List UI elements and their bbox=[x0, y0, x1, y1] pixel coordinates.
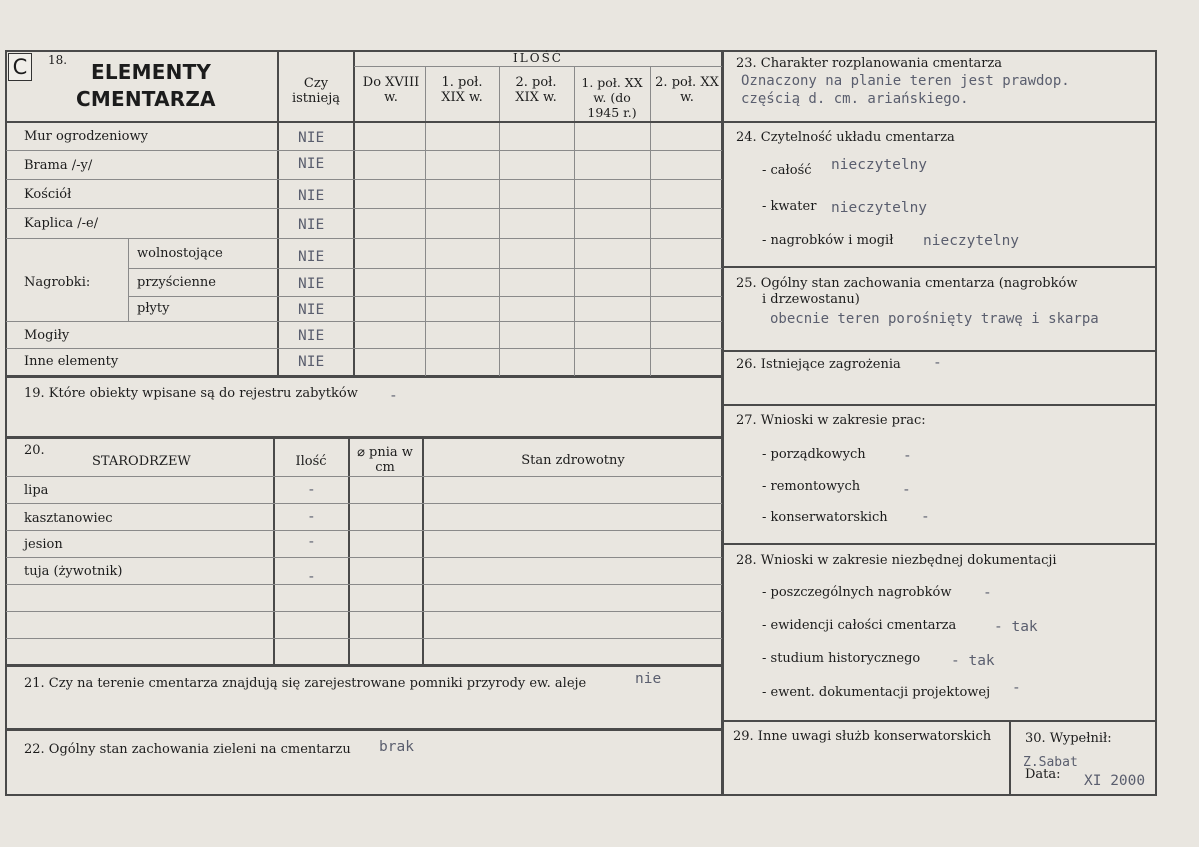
period-header-4: 2. poł. XX w. bbox=[655, 75, 719, 105]
q23-label: 23. Charakter rozplanowania cmentarza bbox=[736, 56, 1003, 71]
element-value-kaplica: NIE bbox=[298, 217, 325, 233]
q30-name: Z.Sabat bbox=[1023, 755, 1078, 770]
element-value-mogily: NIE bbox=[298, 328, 325, 344]
q26-label: 26. Istniejące zagrożenia bbox=[736, 357, 901, 372]
q30-label: 30. Wypełnił: bbox=[1025, 731, 1112, 746]
element-value-inne: NIE bbox=[298, 354, 325, 370]
q27-item-konserwatorskich-label: - konserwatorskich bbox=[762, 510, 888, 525]
element-label-plyty: płyty bbox=[137, 301, 170, 316]
exists-header: Czy istnieją bbox=[291, 76, 341, 106]
tree-count-tuja: - bbox=[307, 569, 316, 585]
q22-label: 22. Ogólny stan zachowania zieleni na cmentarzu bbox=[24, 742, 351, 757]
element-value-kosciol: NIE bbox=[298, 188, 325, 204]
q27-label: 27. Wnioski w zakresie prac: bbox=[736, 413, 926, 428]
q28-item-ewidencji-value: - tak bbox=[994, 619, 1038, 635]
q24-item-calosc-label: - całość bbox=[762, 163, 812, 178]
element-value-wolnostojace: NIE bbox=[298, 249, 325, 265]
q27-item-porzadkowych-value: - bbox=[903, 448, 912, 464]
q24-item-nagrobkow-value: nieczytelny bbox=[923, 233, 1020, 249]
q23-line1: Oznaczony na planie teren jest prawdop. bbox=[741, 73, 1070, 89]
tree-count-jesion: - bbox=[307, 534, 316, 550]
section-number: 18. bbox=[48, 53, 68, 67]
element-label-wolnostojace: wolnostojące bbox=[137, 246, 223, 261]
q24-item-kwater-value: nieczytelny bbox=[831, 200, 928, 216]
section-title-line1: ELEMENTY bbox=[91, 60, 212, 84]
q24-item-nagrobkow-label: - nagrobków i mogił bbox=[762, 233, 894, 248]
section-title-line2: CMENTARZA bbox=[76, 87, 216, 111]
tree-name-tuja: tuja (żywotnik) bbox=[24, 564, 123, 579]
section-letter: C bbox=[8, 53, 32, 81]
q22-box bbox=[5, 729, 723, 796]
element-label-mur: Mur ogrodzeniowy bbox=[24, 129, 148, 144]
q28-item-projektowej-label: - ewent. dokumentacji projektowej bbox=[762, 685, 991, 700]
tree-name-lipa: lipa bbox=[24, 483, 49, 498]
q25-value: obecnie teren porośnięty trawę i skarpa bbox=[770, 311, 1099, 327]
element-value-przyscienne: NIE bbox=[298, 276, 325, 292]
period-header-2: 2. poł. XIX w. bbox=[515, 75, 557, 105]
q20-health-header: Stan zdrowotny bbox=[521, 453, 625, 468]
element-label-kosciol: Kościół bbox=[24, 187, 72, 202]
q19-label: 19. Które obiekty wpisane są do rejestru zabytków bbox=[24, 386, 358, 401]
q26-value: - bbox=[933, 355, 942, 371]
q20-count-header: Ilość bbox=[295, 454, 327, 469]
nagrobki-label: Nagrobki: bbox=[24, 275, 91, 290]
q27-item-konserwatorskich-value: - bbox=[921, 509, 930, 525]
q30-date: XI 2000 bbox=[1084, 773, 1146, 789]
q28-label: 28. Wnioski w zakresie niezbędnej dokumentacji bbox=[736, 553, 1057, 568]
period-header-1: 1. poł. XIX w. bbox=[441, 75, 483, 105]
quantity-header: ILOŚĆ bbox=[513, 51, 563, 65]
q25-label-line1: 25. Ogólny stan zachowania cmentarza (nagrobków bbox=[736, 276, 1078, 291]
element-label-mogily: Mogiły bbox=[24, 328, 70, 343]
element-label-kaplica: Kaplica /-e/ bbox=[24, 216, 99, 231]
q28-item-projektowej-value: - bbox=[1012, 680, 1021, 696]
period-header-3: 1. poł. XX w. (do 1945 r.) bbox=[581, 75, 643, 120]
element-label-inne: Inne elementy bbox=[24, 354, 119, 369]
q20-title: STARODRZEW bbox=[92, 454, 191, 469]
q21-box bbox=[5, 665, 723, 730]
q28-item-ewidencji-label: - ewidencji całości cmentarza bbox=[762, 618, 957, 633]
q28-item-studium-value: - tak bbox=[951, 653, 995, 669]
q24-label: 24. Czytelność układu cmentarza bbox=[736, 130, 955, 145]
period-header-0: Do XVIII w. bbox=[362, 75, 420, 105]
tree-count-lipa: - bbox=[307, 482, 316, 498]
q21-label: 21. Czy na terenie cmentarza znajdują się zarejestrowane pomniki przyrody ew. aleje bbox=[24, 676, 587, 691]
q27-item-remontowych-value: - bbox=[902, 482, 911, 498]
q21-value: nie bbox=[635, 671, 662, 687]
element-value-brama: NIE bbox=[298, 156, 325, 172]
q28-item-nagrobkow-value: - bbox=[983, 585, 992, 601]
tree-name-jesion: jesion bbox=[24, 537, 63, 552]
tree-name-kasztanowiec: kasztanowiec bbox=[24, 511, 113, 526]
q23-line2: częścią d. cm. ariańskiego. bbox=[741, 91, 969, 107]
element-label-przyscienne: przyścienne bbox=[137, 275, 216, 290]
q24-item-calosc-value: nieczytelny bbox=[831, 157, 928, 173]
element-value-plyty: NIE bbox=[298, 302, 325, 318]
q19-value: - bbox=[389, 388, 398, 404]
q20-diameter-header: ⌀ pnia w cm bbox=[357, 445, 413, 475]
q27-item-porzadkowych-label: - porządkowych bbox=[762, 447, 866, 462]
tree-count-kasztanowiec: - bbox=[307, 509, 316, 525]
q24-item-kwater-label: - kwater bbox=[762, 199, 817, 214]
element-label-brama: Brama /-y/ bbox=[24, 158, 93, 173]
q20-number: 20. bbox=[24, 443, 45, 458]
q28-item-studium-label: - studium historycznego bbox=[762, 651, 921, 666]
q28-item-nagrobkow-label: - poszczególnych nagrobków bbox=[762, 585, 952, 600]
q30-date-label: Data: bbox=[1025, 767, 1061, 782]
q25-label-line2: i drzewostanu) bbox=[762, 292, 860, 307]
element-value-mur: NIE bbox=[298, 130, 325, 146]
q27-item-remontowych-label: - remontowych bbox=[762, 479, 861, 494]
q22-value: brak bbox=[379, 739, 414, 755]
q29-label: 29. Inne uwagi służb konserwatorskich bbox=[733, 729, 992, 744]
